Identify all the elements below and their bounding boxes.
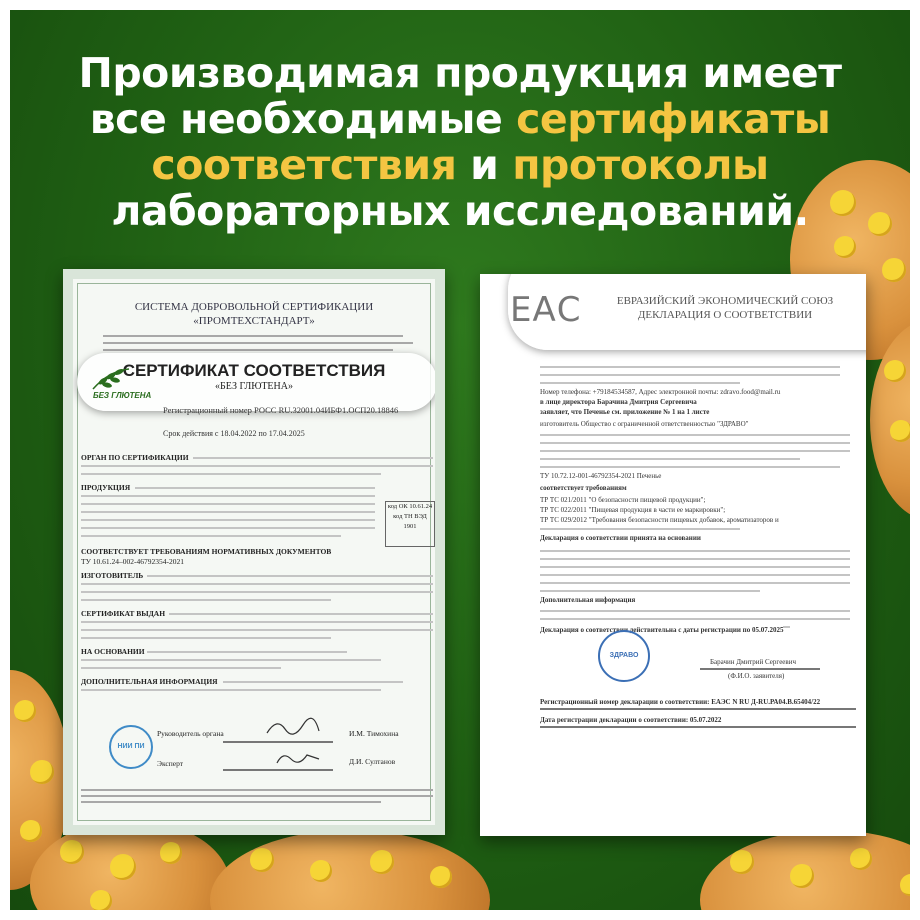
eac-logo: ЕАС	[510, 290, 582, 330]
text-line	[81, 535, 341, 537]
text-line	[81, 667, 281, 669]
union-name: ЕВРАЗИЙСКИЙ ЭКОНОМИЧЕСКИЙ СОЮЗ	[616, 295, 834, 307]
text-line	[81, 495, 375, 497]
declaration-title	[590, 294, 860, 322]
ok-code: код ОК 10.61.24	[387, 503, 433, 510]
section-product: ПРОДУКЦИЯ	[81, 483, 131, 492]
company-stamp: ЗДРАВО	[598, 630, 650, 682]
text-line	[135, 487, 375, 489]
text-line	[540, 382, 740, 384]
text-line	[540, 528, 740, 530]
certificate-document	[63, 269, 445, 835]
declaration-statement: заявляет, что Печенье см. приложение № 1 на 1 листе	[540, 408, 710, 416]
headline-line-3	[50, 142, 870, 188]
technical-conditions: ТУ 10.72.12-001-46792354-2021 Печенье	[540, 472, 662, 480]
text-line	[540, 466, 840, 468]
additional-info-label: Дополнительная информация	[540, 596, 636, 604]
text-line	[103, 342, 413, 344]
certificate-subtitle: «БЕЗ ГЛЮТЕНА»	[215, 381, 293, 392]
regulation-2: ТР ТС 022/2011 "Пищевая продукция в части ее маркировки";	[540, 506, 726, 514]
signature-line	[223, 741, 333, 743]
text-line	[81, 591, 433, 593]
headline-line-4: лабораторных исследований.	[111, 187, 809, 235]
text-line	[540, 574, 850, 576]
text-line	[81, 801, 381, 803]
head-of-body-label: Руководитель органа	[157, 729, 224, 738]
contact-phone-email: Номер телефона: +79184534587, Адрес электронной почты: zdravo.food@mail.ru	[540, 388, 781, 396]
section-issued-to: СЕРТИФИКАТ ВЫДАН	[81, 609, 166, 618]
regulation-1: ТР ТС 021/2011 "О безопасности пищевой продукции";	[540, 496, 706, 504]
requirements-label: соответствует требованиям	[540, 484, 627, 492]
product-codes-box	[385, 501, 435, 547]
text-line	[81, 599, 331, 601]
expert-label: Эксперт	[157, 759, 184, 768]
head-of-body-name: И.М. Тимохина	[349, 729, 399, 738]
text-line	[81, 629, 433, 631]
section-additional-info: ДОПОЛНИТЕЛЬНАЯ ИНФОРМАЦИЯ	[81, 677, 218, 686]
certification-body-stamp: НИИ ПИ	[109, 725, 153, 769]
headline-line-2	[50, 96, 870, 142]
cookie-bottom-center	[210, 830, 490, 910]
text-line	[169, 613, 433, 615]
text-line	[540, 458, 800, 460]
manufacturer: изготовитель Общество с ограниченной ответственностью "ЗДРАВО"	[540, 420, 749, 428]
text-line	[81, 795, 433, 797]
regulation-3: ТР ТС 029/2012 "Требования безопасности пищевых добавок, ароматизаторов и	[540, 516, 779, 524]
text-line	[103, 335, 403, 337]
signer-name: Барачин Дмитрий Сергеевич	[710, 658, 796, 666]
text-line	[81, 583, 433, 585]
text-line	[223, 681, 403, 683]
text-line	[540, 610, 850, 612]
headline-text: все необходимые	[89, 95, 517, 143]
declarant-person: в лице директора Барачина Дмитрия Сергеевича	[540, 398, 697, 406]
headline-highlight: протоколы	[512, 141, 769, 189]
text-line	[540, 434, 850, 436]
tn-code: код ТН ВЭД 1901	[393, 513, 427, 530]
headline-text: и	[456, 141, 513, 189]
text-line	[193, 457, 433, 459]
text-line	[540, 442, 850, 444]
signature-line	[700, 668, 820, 670]
certification-system-brand: «ПРОМТЕХСТАНДАРТ»	[193, 315, 315, 327]
registration-number: Регистрационный номер декларации о соответствии: ЕАЭС N RU Д-RU.РА04.В.65404/22	[540, 698, 821, 706]
text-line	[540, 590, 760, 592]
text-line	[540, 566, 850, 568]
signature-line	[223, 769, 333, 771]
text-line	[81, 527, 375, 529]
signature-icon	[263, 715, 323, 739]
validity-statement: Декларация о соответствии действительна с даты регистрации по 05.07.2025	[540, 626, 784, 634]
text-line	[540, 558, 850, 560]
declaration-document	[480, 274, 866, 836]
certificate-title: СЕРТИФИКАТ СООТВЕТСТВИЯ	[122, 361, 386, 380]
text-line	[540, 374, 840, 376]
section-manufacturer: ИЗГОТОВИТЕЛЬ	[81, 571, 144, 580]
text-line	[81, 621, 433, 623]
signature-icon	[273, 747, 323, 769]
text-line	[103, 349, 393, 351]
text-line	[147, 651, 347, 653]
section-norms: СООТВЕТСТВУЕТ ТРЕБОВАНИЯМ НОРМАТИВНЫХ ДОКУМЕНТОВ	[81, 547, 332, 556]
text-line	[81, 789, 433, 791]
headline-highlight: соответствия	[151, 141, 457, 189]
text-line	[540, 450, 850, 452]
text-line	[540, 618, 850, 620]
section-basis: НА ОСНОВАНИИ	[81, 647, 145, 656]
registration-number: Регистрационный номер РОСС RU.32001.04ИБФ1.ОСП20.18846	[163, 405, 399, 415]
norm-document: ТУ 10.61.24–002-46792354-2021	[81, 557, 185, 566]
registration-date: Дата регистрации декларации о соответствии: 05.07.2022	[540, 716, 722, 724]
headline-highlight: сертификаты	[516, 95, 831, 143]
cookie-bottom-right	[700, 830, 910, 910]
section-certification-body: ОРГАН ПО СЕРТИФИКАЦИИ	[81, 453, 189, 462]
text-line	[81, 637, 331, 639]
text-line	[540, 582, 850, 584]
text-line	[147, 575, 433, 577]
headline	[50, 50, 870, 234]
declaration-name: ДЕКЛАРАЦИЯ О СООТВЕТСТВИИ	[637, 309, 813, 321]
validity-period: Срок действия с 18.04.2022 по 17.04.2025	[163, 429, 305, 438]
text-line	[81, 503, 375, 505]
text-line	[81, 689, 381, 691]
text-line	[81, 659, 381, 661]
certification-system-name: СИСТЕМА ДОБРОВОЛЬНОЙ СЕРТИФИКАЦИИ	[134, 301, 374, 313]
basis-label: Декларация о соответствии принята на основании	[540, 534, 701, 542]
gluten-free-badge: БЕЗ ГЛЮТЕНА	[93, 391, 152, 400]
text-line	[81, 465, 433, 467]
text-line	[81, 511, 375, 513]
expert-name: Д.И. Султанов	[349, 757, 396, 766]
signer-hint: (Ф.И.О. заявителя)	[728, 672, 785, 680]
text-line	[540, 550, 850, 552]
headline-line-1: Производимая продукция имеет	[78, 49, 842, 97]
text-line	[81, 519, 375, 521]
divider	[540, 726, 856, 728]
divider	[540, 708, 856, 710]
wheat-icon	[89, 365, 133, 393]
text-line	[540, 366, 840, 368]
text-line	[81, 473, 381, 475]
